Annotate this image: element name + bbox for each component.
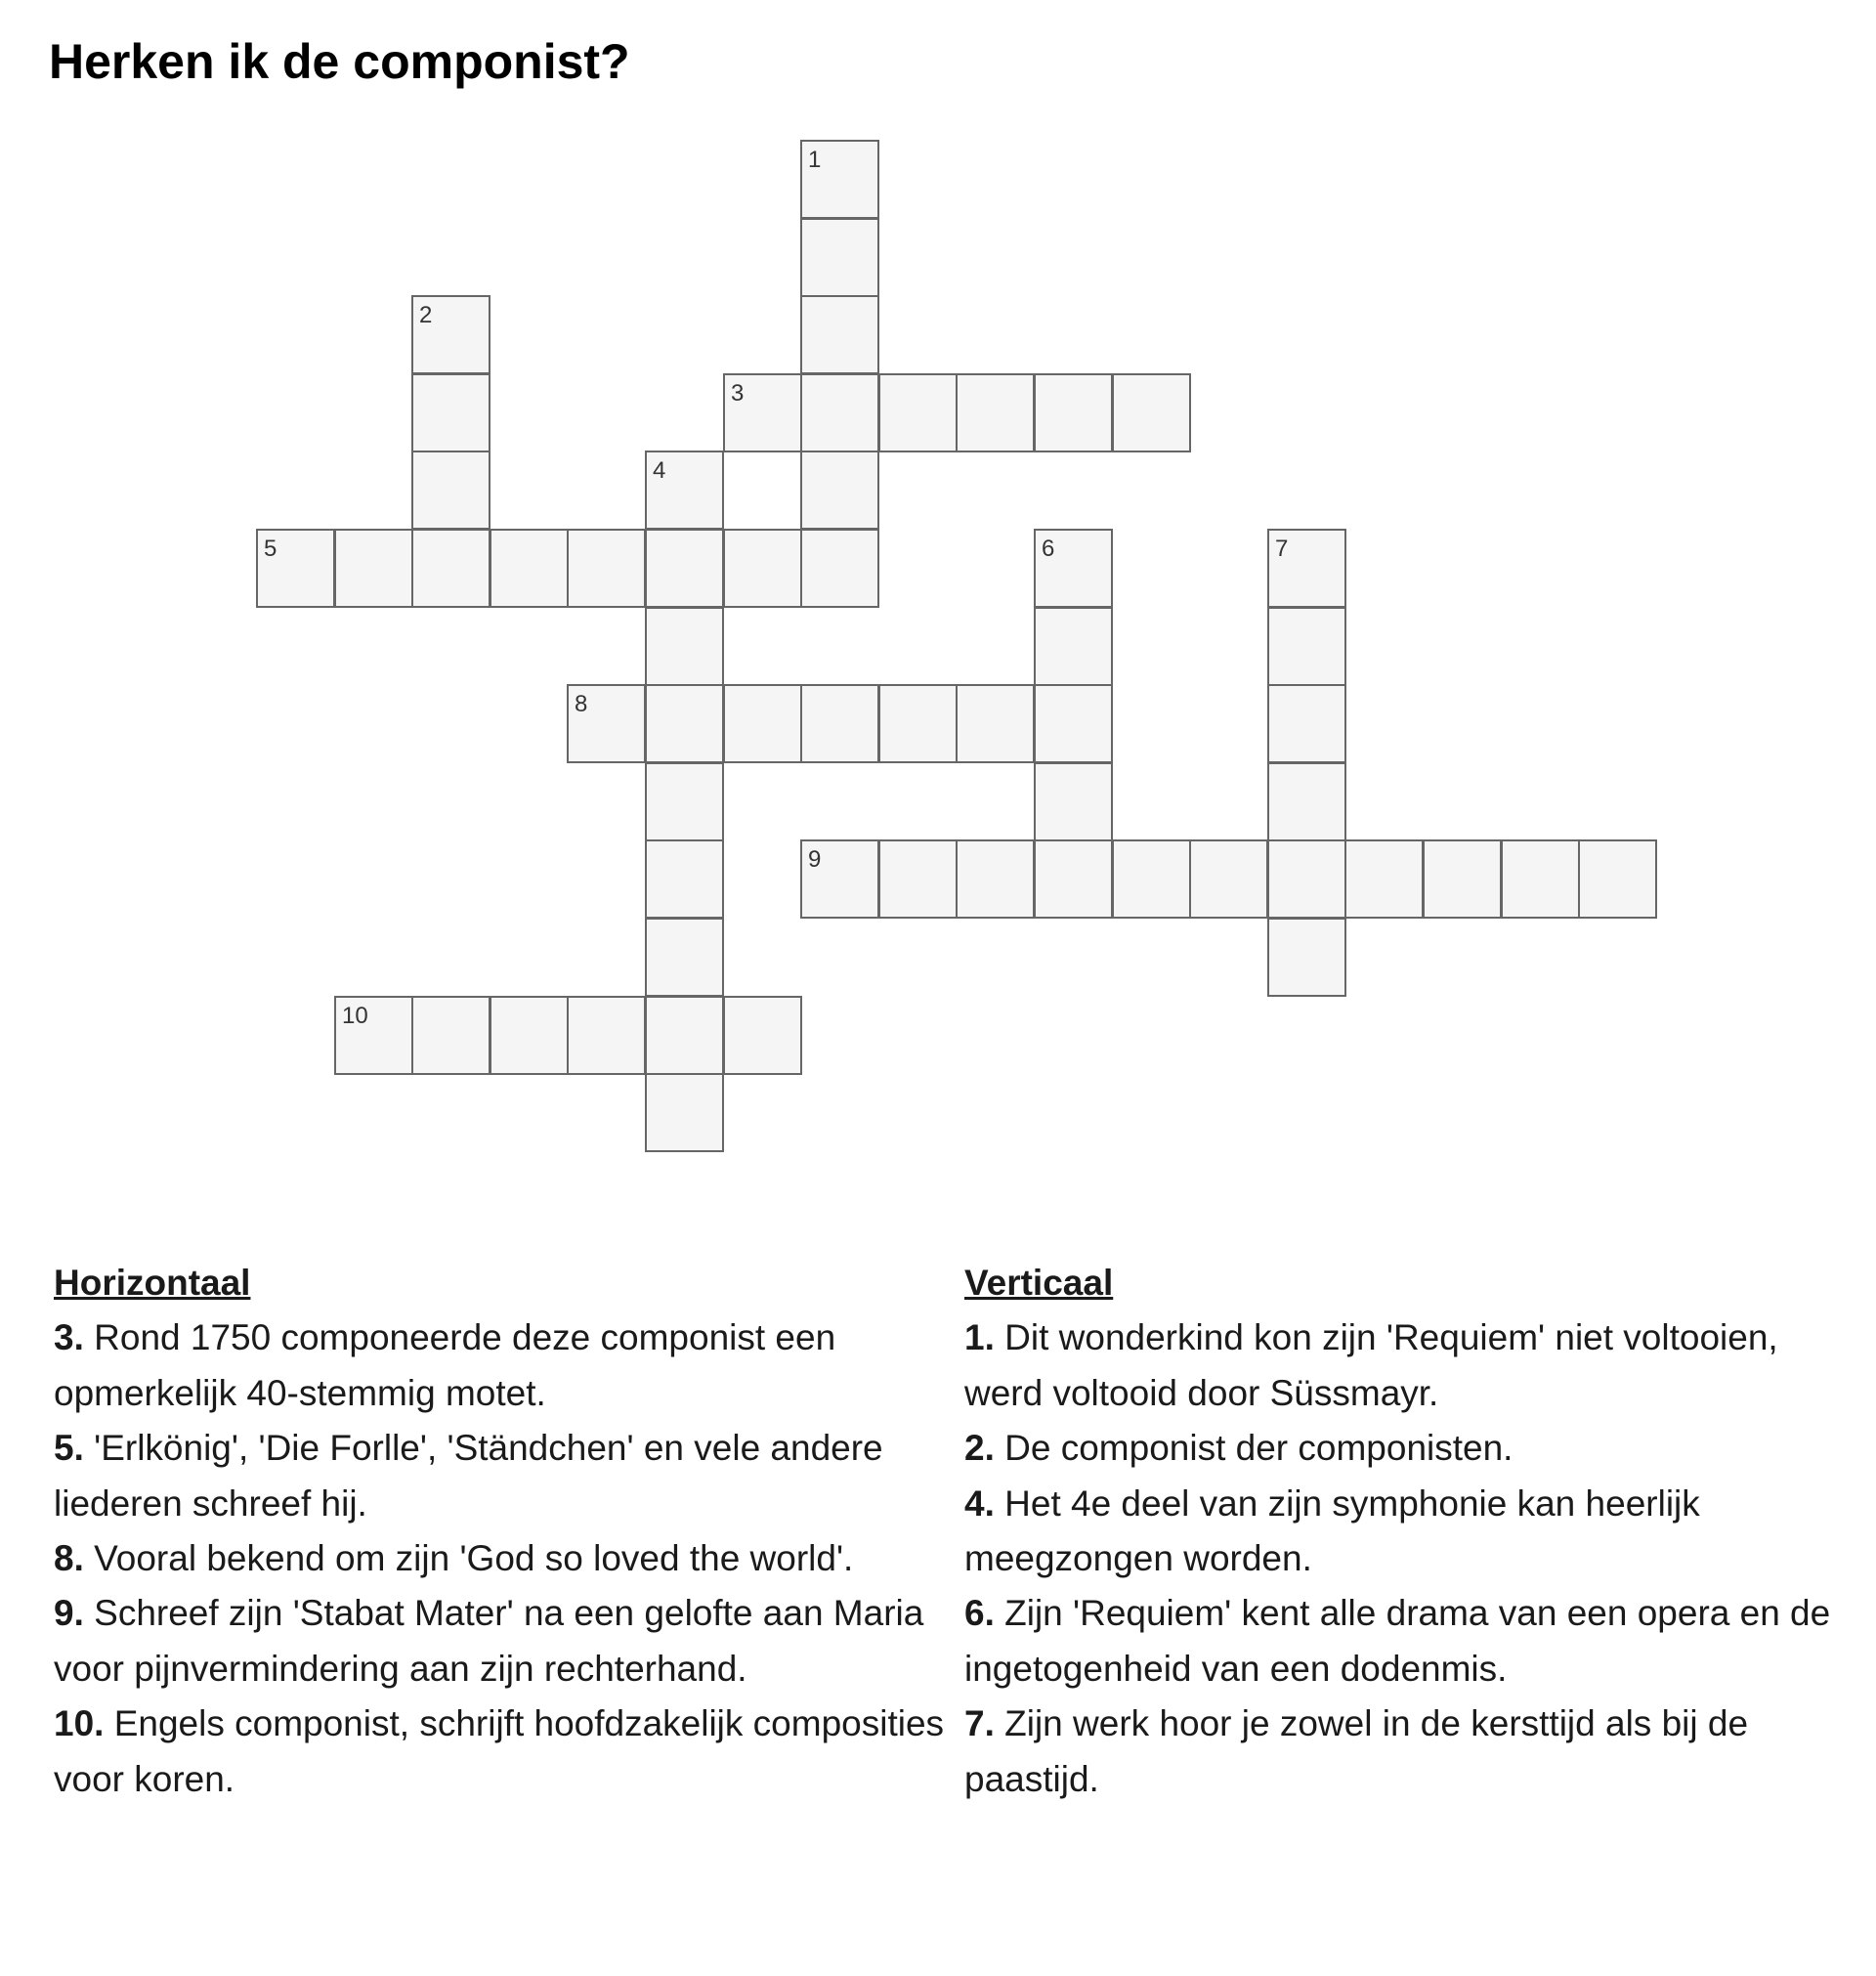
grid-cell[interactable]: [800, 684, 879, 763]
clue-number: 8.: [54, 1538, 84, 1579]
clue-number: 7.: [964, 1703, 995, 1744]
grid-cell[interactable]: [645, 918, 724, 997]
grid-cell[interactable]: [645, 529, 724, 608]
cell-number: 1: [808, 147, 822, 173]
cell-number: 10: [342, 1003, 368, 1029]
clue-number: 2.: [964, 1428, 995, 1469]
grid-cell[interactable]: [334, 529, 413, 608]
grid-cell[interactable]: [1267, 684, 1346, 763]
grid-cell[interactable]: [800, 529, 879, 608]
grid-cell[interactable]: [411, 373, 490, 452]
grid-cell[interactable]: [645, 607, 724, 686]
clue-number: 4.: [964, 1482, 995, 1524]
grid-cell[interactable]: [723, 684, 802, 763]
grid-cell[interactable]: [1112, 839, 1191, 919]
grid-cell[interactable]: [567, 529, 646, 608]
grid-cell[interactable]: [723, 529, 802, 608]
grid-cell[interactable]: [645, 684, 724, 763]
page-title: Herken ik de componist?: [49, 34, 630, 89]
clue-down-2: [964, 1421, 1849, 1476]
grid-cell[interactable]: [1267, 918, 1346, 997]
clue-across-5: [54, 1421, 962, 1531]
grid-cell[interactable]: [956, 684, 1035, 763]
grid-cell[interactable]: [1034, 373, 1113, 452]
clue-text: Zijn werk hoor je zowel in de kersttijd als bij de paastijd.: [964, 1703, 1749, 1799]
grid-cell[interactable]: [800, 451, 879, 530]
clue-number: 6.: [964, 1593, 995, 1634]
grid-cell[interactable]: [956, 373, 1035, 452]
cell-number: 8: [575, 691, 588, 717]
cell-number: 9: [808, 846, 822, 873]
grid-cell[interactable]: [645, 1073, 724, 1152]
clue-text: Vooral bekend om zijn 'God so loved the world'.: [94, 1538, 854, 1579]
grid-cell[interactable]: [490, 996, 569, 1075]
cell-number: 7: [1275, 536, 1289, 562]
clue-down-6: [964, 1586, 1849, 1697]
grid-cell[interactable]: [800, 295, 879, 374]
grid-cell[interactable]: [411, 451, 490, 530]
grid-cell[interactable]: [800, 218, 879, 297]
grid-cell[interactable]: [411, 529, 490, 608]
down-clues: [964, 1256, 1849, 1807]
grid-cell[interactable]: [411, 996, 490, 1075]
grid-cell[interactable]: [800, 140, 879, 219]
grid-cell[interactable]: [1034, 839, 1113, 919]
clue-text: Schreef zijn 'Stabat Mater' na een gelofte aan Maria voor pijnvermindering aan zijn rechterhand.: [54, 1593, 924, 1689]
clue-across-3: [54, 1310, 962, 1421]
grid-cell[interactable]: [490, 529, 569, 608]
grid-cell[interactable]: [878, 839, 958, 919]
grid-cell[interactable]: [567, 996, 646, 1075]
cell-number: 4: [653, 457, 666, 484]
grid-cell[interactable]: [800, 839, 879, 919]
grid-cell[interactable]: [1034, 607, 1113, 686]
cell-number: 2: [419, 302, 433, 328]
grid-cell[interactable]: [256, 529, 335, 608]
grid-cell[interactable]: [1578, 839, 1657, 919]
grid-cell[interactable]: [645, 996, 724, 1075]
grid-cell[interactable]: [878, 373, 958, 452]
clue-text: Dit wonderkind kon zijn 'Requiem' niet voltooien, werd voltooid door Süssmayr.: [964, 1317, 1778, 1413]
clue-text: Zijn 'Requiem' kent alle drama van een opera en de ingetogenheid van een dodenmis.: [964, 1593, 1831, 1689]
clue-text: Het 4e deel van zijn symphonie kan heerlijk meegzongen worden.: [964, 1482, 1700, 1579]
grid-cell[interactable]: [956, 839, 1035, 919]
grid-cell[interactable]: [645, 451, 724, 530]
grid-cell[interactable]: [1112, 373, 1191, 452]
grid-cell[interactable]: [878, 684, 958, 763]
clue-number: 10.: [54, 1703, 105, 1744]
grid-cell[interactable]: [1189, 839, 1268, 919]
grid-cell[interactable]: [1267, 839, 1346, 919]
cell-number: 3: [731, 380, 745, 407]
cell-number: 6: [1042, 536, 1055, 562]
grid-cell[interactable]: [800, 373, 879, 452]
clue-number: 9.: [54, 1593, 84, 1634]
clue-across-9: [54, 1586, 962, 1697]
grid-cell[interactable]: [1344, 839, 1424, 919]
grid-cell[interactable]: [411, 295, 490, 374]
grid-cell[interactable]: [1034, 529, 1113, 608]
clue-across-10: [54, 1697, 962, 1807]
cell-number: 5: [264, 536, 277, 562]
grid-cell[interactable]: [1034, 684, 1113, 763]
grid-cell[interactable]: [1034, 762, 1113, 841]
grid-cell[interactable]: [645, 839, 724, 919]
grid-cell[interactable]: [567, 684, 646, 763]
grid-cell[interactable]: [1501, 839, 1580, 919]
clue-down-1: [964, 1310, 1849, 1421]
grid-cell[interactable]: [1423, 839, 1502, 919]
grid-cell[interactable]: [1267, 607, 1346, 686]
grid-cell[interactable]: [1267, 762, 1346, 841]
clue-text: Rond 1750 componeerde deze componist een opmerkelijk 40-stemmig motet.: [54, 1317, 836, 1413]
clue-text: Engels componist, schrijft hoofdzakelijk composities voor koren.: [54, 1703, 945, 1799]
grid-cell[interactable]: [723, 373, 802, 452]
clue-down-7: [964, 1697, 1849, 1807]
clue-across-8: [54, 1531, 962, 1586]
clue-number: 1.: [964, 1317, 995, 1358]
down-heading: Verticaal: [964, 1263, 1114, 1303]
grid-cell[interactable]: [723, 996, 802, 1075]
clue-text: De componist der componisten.: [1004, 1428, 1514, 1469]
clue-text: 'Erlkönig', 'Die Forlle', 'Ständchen' en vele andere liederen schreef hij.: [54, 1428, 883, 1524]
across-clues: [54, 1256, 962, 1807]
grid-cell[interactable]: [645, 762, 724, 841]
clue-number: 5.: [54, 1428, 84, 1469]
grid-cell[interactable]: [1267, 529, 1346, 608]
across-heading: Horizontaal: [54, 1263, 251, 1303]
grid-cell[interactable]: [334, 996, 413, 1075]
clue-down-4: [964, 1477, 1849, 1587]
clue-number: 3.: [54, 1317, 84, 1358]
